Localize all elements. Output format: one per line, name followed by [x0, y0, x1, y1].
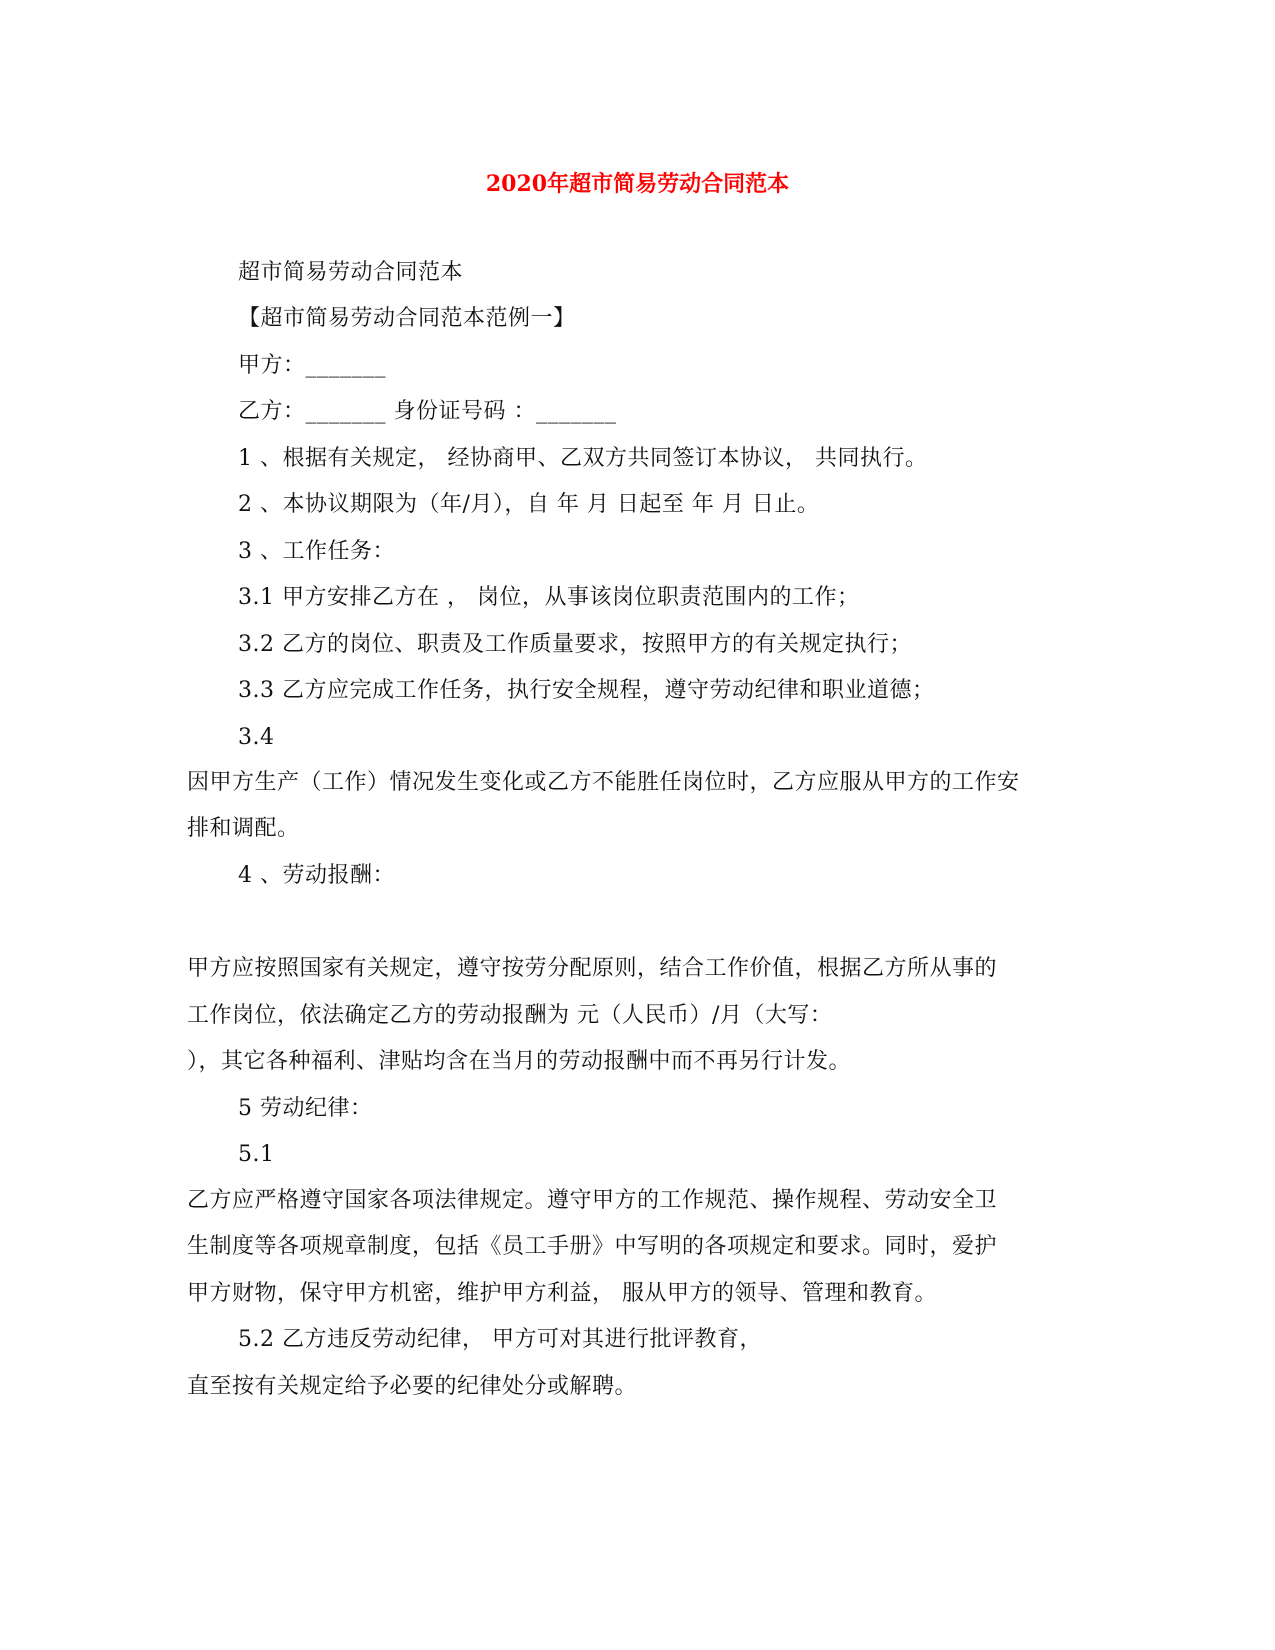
clause-5-1-number: 5.1: [238, 1142, 275, 1167]
document-title: 2020年超市简易劳动合同范本: [485, 171, 790, 197]
clause-1: 1 、根据有关规定， 经协商甲、乙双方共同签订本协议， 共同执行。: [238, 446, 928, 471]
clause-5-heading: 5 劳动纪律：: [238, 1096, 373, 1121]
clause-3-1: 3.1 甲方安排乙方在 ， 岗位，从事该岗位职责范围内的工作；: [238, 585, 860, 610]
clause-3-heading: 3 、工作任务：: [238, 539, 395, 564]
party-b-line: 乙方：_______ 身份证号码 ：_______: [238, 399, 617, 424]
clause-5-1-text-cont: 生制度等各项规章制度，包括《员工手册》中写明的各项规定和要求。同时，爱护: [187, 1234, 998, 1259]
clause-3-4-text-cont: 排和调配。: [187, 816, 300, 841]
clause-3-2: 3.2 乙方的岗位、职责及工作质量要求，按照甲方的有关规定执行；: [238, 632, 912, 657]
subtitle-line: 超市简易劳动合同范本: [238, 260, 464, 285]
clause-3-3: 3.3 乙方应完成工作任务，执行安全规程，遵守劳动纪律和职业道德；: [238, 678, 935, 703]
clause-5-2-cont: 直至按有关规定给予必要的纪律处分或解聘。: [187, 1374, 638, 1399]
clause-4-text-end: ），其它各种福利、津贴均含在当月的劳动报酬中而不再另行计发。: [187, 1049, 852, 1074]
clause-5-1-text-end: 甲方财物，保守甲方机密，维护甲方利益， 服从甲方的领导、管理和教育。: [187, 1281, 937, 1306]
clause-4-heading: 4 、劳动报酬：: [238, 863, 395, 888]
party-a-line: 甲方：_______: [238, 353, 387, 378]
clause-5-1-text: 乙方应严格遵守国家各项法律规定。遵守甲方的工作规范、操作规程、劳动安全卫: [187, 1188, 998, 1213]
clause-5-2: 5.2 乙方违反劳动纪律， 甲方可对其进行批评教育，: [238, 1327, 762, 1352]
clause-2: 2 、本协议期限为（年/月），自 年 月 日起至 年 月 日止。: [238, 492, 820, 517]
clause-3-4-number: 3.4: [238, 725, 275, 750]
clause-4-text: 甲方应按照国家有关规定，遵守按劳分配原则，结合工作价值，根据乙方所从事的: [187, 956, 998, 981]
clause-4-text-cont: 工作岗位，依法确定乙方的劳动报酬为 元（人民币）/月（大写：: [187, 1003, 833, 1028]
example-heading: 【超市简易劳动合同范本范例一】: [238, 306, 576, 331]
clause-3-4-text: 因甲方生产（工作）情况发生变化或乙方不能胜任岗位时，乙方应服从甲方的工作安: [187, 770, 1020, 795]
